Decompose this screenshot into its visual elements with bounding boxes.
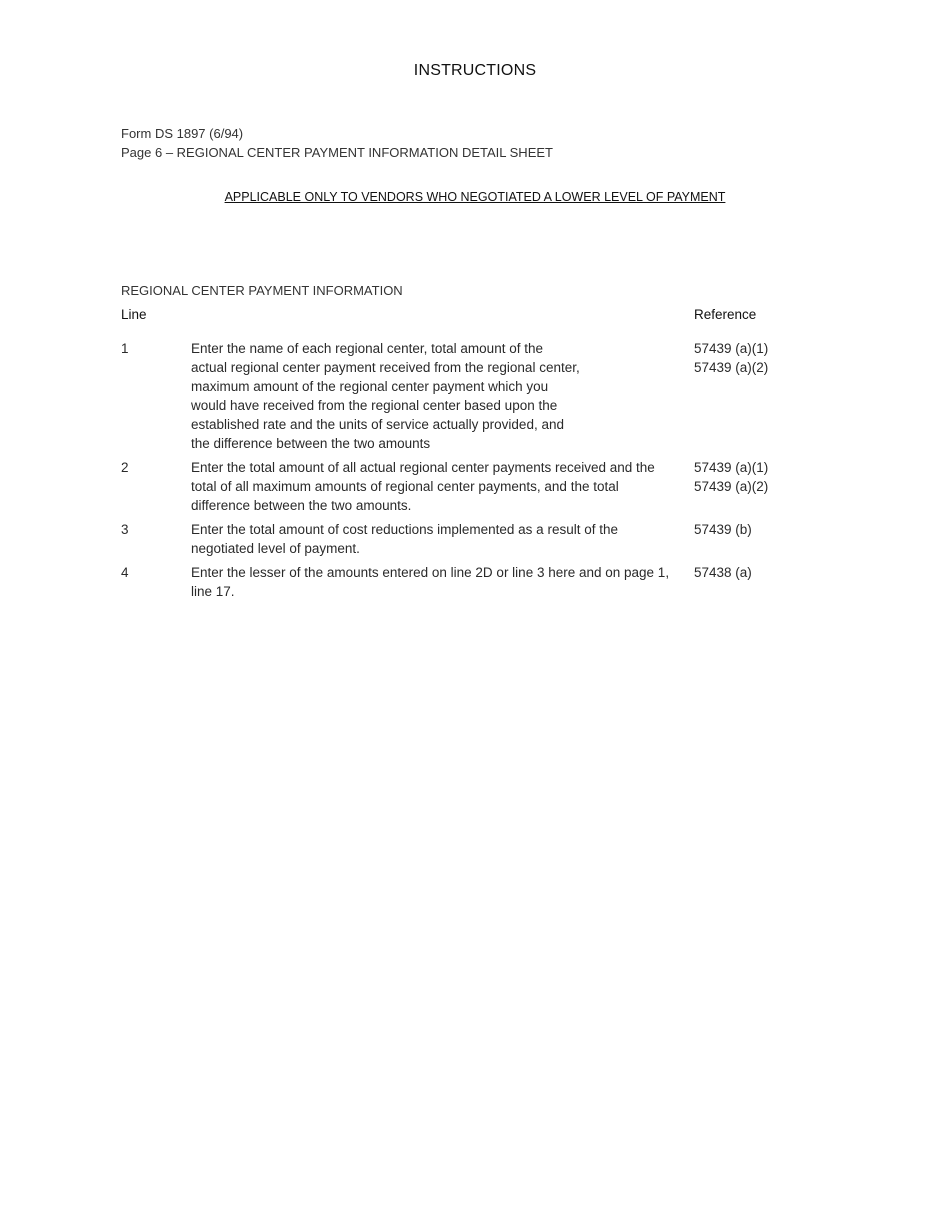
reference-code: 57439 (a)(1)	[694, 460, 769, 475]
line-number: 2	[121, 460, 129, 475]
section-heading: REGIONAL CENTER PAYMENT INFORMATION	[121, 283, 403, 298]
instruction-table	[121, 339, 821, 606]
line-references	[694, 339, 814, 377]
instruction-row	[121, 563, 821, 601]
line-number: 4	[121, 565, 129, 580]
description-line: established rate and the units of service actually provided, and	[191, 417, 564, 432]
line-references	[694, 520, 814, 539]
form-identification	[121, 124, 553, 162]
column-header-line: Line	[121, 307, 147, 322]
description-line: maximum amount of the regional center payment which you	[191, 379, 549, 394]
description-line: would have received from the regional center based upon the	[191, 398, 558, 413]
description-line: Enter the name of each regional center, total amount of the	[191, 341, 543, 356]
reference-code: 57439 (a)(2)	[694, 360, 769, 375]
reference-code: 57439 (b)	[694, 522, 752, 537]
column-header-reference: Reference	[694, 307, 757, 322]
description-line: the difference between the two amounts	[191, 436, 431, 451]
instruction-row	[121, 339, 821, 453]
applicability-note: APPLICABLE ONLY TO VENDORS WHO NEGOTIATED A LOWER LEVEL OF PAYMENT	[224, 190, 726, 204]
form-number: Form DS 1897 (6/94)	[121, 126, 244, 141]
line-references	[694, 458, 814, 496]
line-description: Enter the total amount of all actual regional center payments received and the total of all maximum amounts of regional center payments, and the total difference between the two amounts.	[191, 460, 655, 513]
line-number: 3	[121, 522, 129, 537]
reference-code: 57439 (a)(2)	[694, 479, 769, 494]
instruction-row	[121, 458, 821, 515]
line-description	[191, 339, 677, 453]
line-description: Enter the total amount of cost reductions implemented as a result of the negotiated level of payment.	[191, 522, 618, 556]
page-title: INSTRUCTIONS	[413, 62, 537, 79]
line-number: 1	[121, 341, 129, 356]
line-references	[694, 563, 814, 582]
reference-code: 57439 (a)(1)	[694, 341, 769, 356]
description-line: actual regional center payment received from the regional center,	[191, 360, 580, 375]
page-label: Page 6 – REGIONAL CENTER PAYMENT INFORMATION DETAIL SHEET	[121, 145, 553, 160]
line-description: Enter the lesser of the amounts entered on line 2D or line 3 here and on page 1, line 17.	[191, 565, 670, 599]
instruction-row	[121, 520, 821, 558]
reference-code: 57438 (a)	[694, 565, 752, 580]
